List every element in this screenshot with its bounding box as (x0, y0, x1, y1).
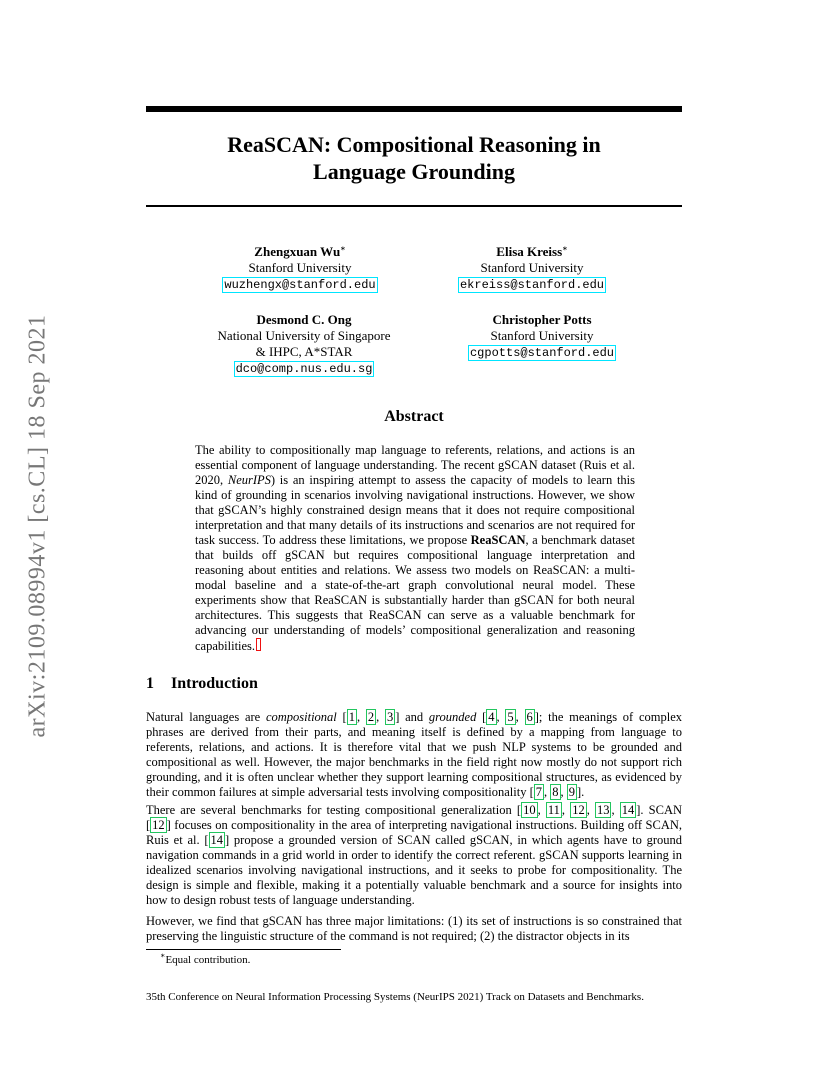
footnote-link[interactable] (256, 638, 261, 651)
paragraph-1: Natural languages are compositional [ 1 , 2 , 3 ] and grounded [ 4 , 5 , 6 ]; the meanings of complex phrases are derived from their parts, and meaning itself is defined by a mapping from language to referents, relations, and actions. It is therefore vital that we push NLP systems to be grounded and compositional as well. However, the major benchmarks in the field right now mostly do not support rich grounding, and it is often unclear whether they support learning compositional structures, as evidenced by their common failures at simple adversarial tests involving compositionality [ 7 , 8 , 9 ]. (146, 710, 683, 799)
citation-link[interactable]: 2 (367, 710, 375, 724)
author-email-link[interactable]: wuzhengx@stanford.edu (224, 278, 376, 292)
paragraph-3: However, we find that gSCAN has three major limitations: (1) its set of instructions is so constrained that preserving the linguistic structure of the command is not required; (2) the distractor objects in its (146, 914, 682, 943)
author-email-link[interactable]: cgpotts@stanford.edu (469, 346, 615, 360)
author-email-link[interactable]: ekreiss@stanford.edu (459, 278, 605, 292)
title-top-rule (146, 106, 682, 112)
conference-footer: 35th Conference on Neural Information Processing Systems (NeurIPS 2021) Track on Datasets and Benchmarks. (146, 991, 644, 1003)
author-email-link[interactable]: dco@comp.nus.edu.sg (235, 362, 373, 376)
section-title: Introduction (171, 675, 258, 692)
author-block-2 (432, 244, 632, 293)
citation-link[interactable]: 14 (210, 833, 223, 847)
arxiv-stamp: arXiv:2109.08994v1 [cs.CL] 18 Sep 2021 (24, 314, 51, 738)
citation-link[interactable]: 3 (386, 710, 394, 724)
citation-link[interactable]: 12 (572, 803, 585, 817)
author-affiliation: Stanford University (248, 260, 352, 275)
section-number: 1 (146, 675, 154, 692)
author-affiliation: National University of Singapore (217, 328, 391, 343)
author-name: Elisa Kreiss∗ (496, 244, 568, 259)
citation-link[interactable]: 4 (488, 710, 495, 724)
citation-link[interactable]: 14 (621, 803, 635, 817)
section-heading (146, 675, 258, 693)
title-line-2: Language Grounding (313, 159, 515, 184)
footnote-rule (146, 949, 341, 950)
citation-link[interactable]: 12 (152, 818, 165, 832)
citation-link[interactable]: 7 (535, 785, 543, 799)
abstract-text: The ability to compositionally map language to referents, relations, and actions is an essential component of language understanding. The recent gSCAN dataset (Ruis et al. 2020, NeurIPS) is an inspiring attempt to assess the capacity of models to learn this kind of grounding in scenarios involving navigational instructions. However, we show that gSCAN’s highly constrained design means that it does not require compositional interpretation and that many details of its instructions and scenarios are not required for task success. To address these limitations, we propose ReaSCAN, a benchmark dataset that builds off gSCAN but requires compositional language interpretation and reasoning about entities and relations. We assess two models on ReaSCAN: a multi-modal baseline and a state-of-the-art graph convolutional neural model. These experiments show that ReaSCAN is substantially harder than gSCAN for both neural architectures. This suggests that ReaSCAN can serve as a valuable benchmark for advancing our understanding of models’ compositional generalization and reasoning capabilities. (195, 443, 635, 653)
abstract-heading: Abstract (384, 408, 444, 425)
author-affiliation: Stanford University (480, 260, 584, 275)
citation-link[interactable]: 13 (596, 803, 610, 817)
citation-link[interactable]: 11 (547, 803, 560, 817)
paper-title (146, 131, 682, 185)
title-line-1: ReaSCAN: Compositional Reasoning in (227, 132, 601, 157)
citation-link[interactable]: 9 (568, 785, 576, 799)
author-block-3 (194, 312, 414, 377)
author-name: Desmond C. Ong (256, 312, 352, 327)
author-block-1 (200, 244, 400, 293)
paragraph-2: There are several benchmarks for testing compositional generalization [ 10 , 11 , 12 , 13 , 14 ]. SCAN [ 12 ] focuses on compositionality in the area of interpreting navigational instructions. Building off SCAN, Ruis et al. [ 14 ] propose a grounded version of SCAN called gSCAN, in which agents have to ground navigation commands in a grid world in order to identify the correct referent. gSCAN supports learning in idealized scenarios involving navigational instructions, and it seeks to probe for compositionality. The design is simple and flexible, making it a potentially valuable benchmark and a source for insights into how to design robust tests of language understanding. (146, 803, 683, 907)
citation-link[interactable]: 1 (348, 710, 355, 724)
title-bottom-rule (146, 205, 682, 207)
citation-link[interactable]: 5 (507, 710, 514, 724)
author-affiliation: & IHPC, A*STAR (255, 344, 353, 359)
author-affiliation: Stanford University (490, 328, 594, 343)
citation-link[interactable]: 8 (552, 785, 559, 799)
author-name: Zhengxuan Wu∗ (254, 244, 346, 259)
citation-link[interactable]: 10 (523, 803, 536, 817)
author-block-4 (432, 312, 652, 361)
citation-link[interactable]: 6 (526, 710, 533, 724)
author-name: Christopher Potts (492, 312, 592, 327)
footnote: ∗Equal contribution. (160, 951, 251, 966)
